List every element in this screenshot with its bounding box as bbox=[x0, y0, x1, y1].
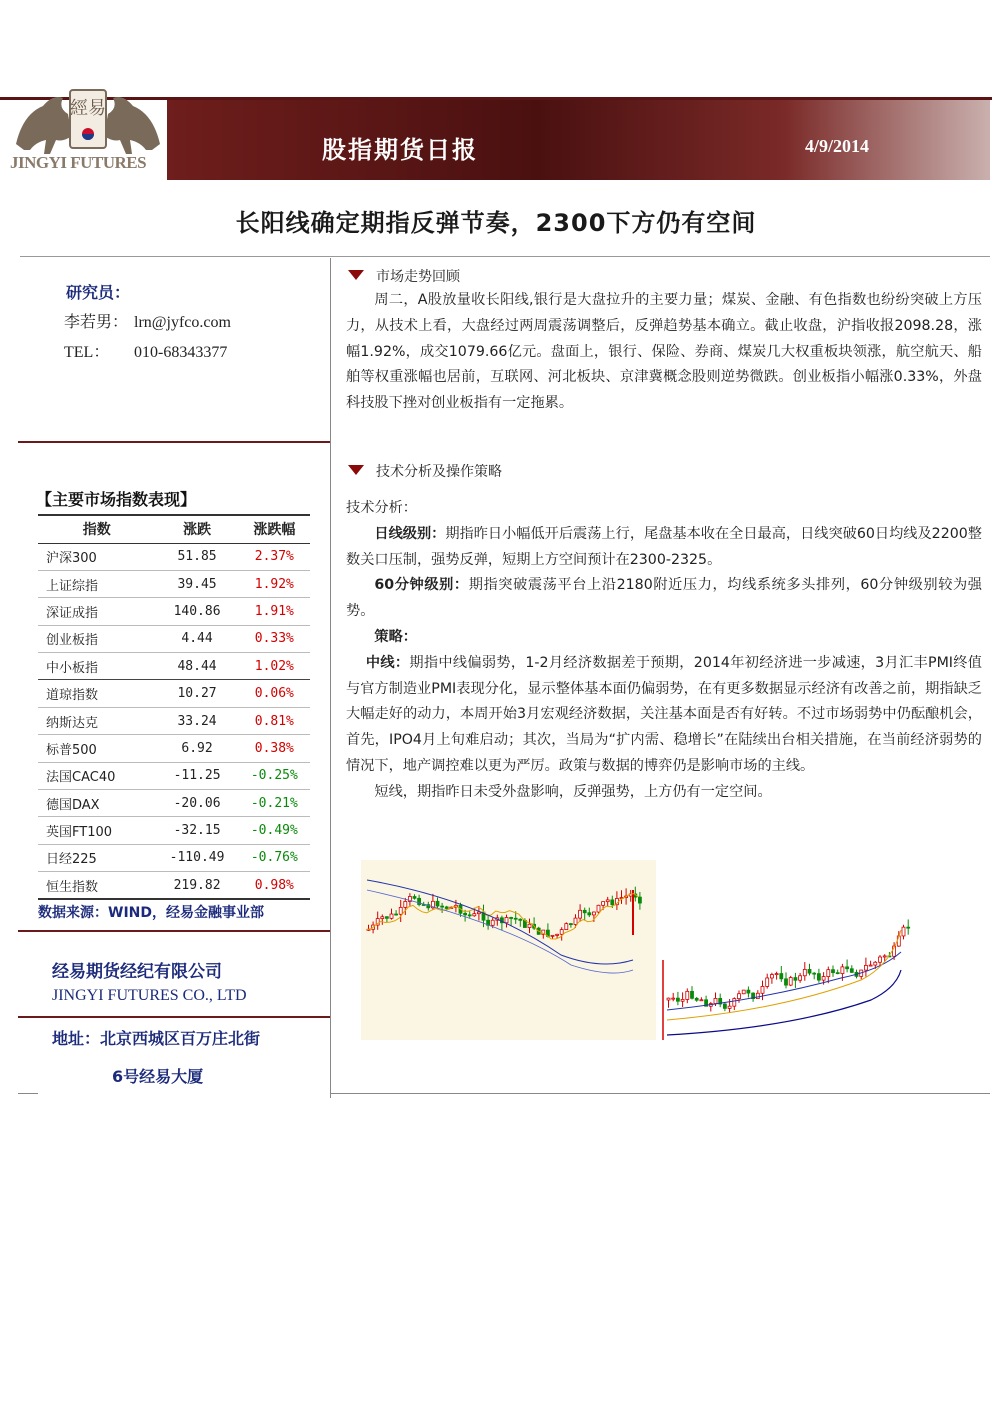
table-row bbox=[38, 735, 310, 762]
technical-intro: 技术分析： bbox=[346, 500, 417, 516]
index-name: 上证综指 bbox=[38, 570, 155, 597]
index-pct: -0.25% bbox=[239, 762, 310, 789]
index-change: -110.49 bbox=[155, 844, 238, 871]
arrow-bullet-icon bbox=[348, 270, 364, 280]
researcher-name: 李若男： bbox=[64, 314, 129, 331]
tel-label: TEL： bbox=[64, 344, 110, 361]
footer-rule-right bbox=[330, 1093, 990, 1094]
table-row bbox=[38, 680, 310, 707]
index-change: -20.06 bbox=[155, 790, 238, 817]
index-name: 日经225 bbox=[38, 844, 155, 871]
index-pct: 2.37% bbox=[239, 543, 310, 570]
daily-analysis: 日线级别：期指昨日小幅低开后震荡上行，尾盘基本收在全日最高，日线突破60日均线及2200整数关口压制，强势反弹，短期上方空间预计在2300-2325。 bbox=[346, 525, 982, 568]
short-term-strategy: 短线，期指昨日未受外盘影响，反弹强势，上方仍有一定空间。 bbox=[374, 783, 772, 800]
report-name: 股指期货日报 bbox=[322, 136, 478, 164]
index-name: 道琼指数 bbox=[38, 680, 155, 707]
data-source: 数据来源：WIND，经易金融事业部 bbox=[38, 905, 264, 921]
headline-rule bbox=[20, 256, 990, 257]
researcher-email-row bbox=[64, 309, 231, 332]
table-row bbox=[38, 790, 310, 817]
technical-analysis-body bbox=[346, 496, 982, 806]
table-row bbox=[38, 872, 310, 899]
column-divider bbox=[330, 258, 331, 1098]
index-change: 10.27 bbox=[155, 680, 238, 707]
source-rule bbox=[18, 930, 330, 932]
index-pct: 0.98% bbox=[239, 872, 310, 899]
index-change: 48.44 bbox=[155, 653, 238, 680]
arrow-bullet-icon bbox=[348, 465, 364, 475]
index-name: 德国DAX bbox=[38, 790, 155, 817]
index-name: 沪深300 bbox=[38, 543, 155, 570]
logo-text: JINGYI FUTURES bbox=[10, 153, 147, 172]
index-change: 51.85 bbox=[155, 543, 238, 570]
company-address-1: 地址：北京西城区百万庄北街 bbox=[52, 1029, 261, 1048]
section-technical-heading: 技术分析及操作策略 bbox=[348, 461, 502, 481]
index-name: 标普500 bbox=[38, 735, 155, 762]
table-row bbox=[38, 598, 310, 625]
index-change: 33.24 bbox=[155, 707, 238, 734]
index-change: 6.92 bbox=[155, 735, 238, 762]
index-pct: 0.38% bbox=[239, 735, 310, 762]
index-name: 恒生指数 bbox=[38, 872, 155, 899]
index-pct: -0.49% bbox=[239, 817, 310, 844]
index-name: 创业板指 bbox=[38, 625, 155, 652]
researcher-tel-row bbox=[64, 339, 227, 362]
researcher-tel: 010-68343377 bbox=[134, 344, 228, 361]
index-change: 39.45 bbox=[155, 570, 238, 597]
table-row bbox=[38, 543, 310, 570]
market-table-title: 【主要市场指数表现】 bbox=[36, 490, 197, 509]
min60-analysis: 60分钟级别：期指突破震荡平台上沿2180附近压力，均线系统多头排列，60分钟级别较为强势。 bbox=[346, 577, 982, 620]
researcher-title: 研究员： bbox=[66, 283, 131, 302]
index-pct: -0.76% bbox=[239, 844, 310, 871]
index-change: -11.25 bbox=[155, 762, 238, 789]
table-row bbox=[38, 570, 310, 597]
col-header-change: 涨跌 bbox=[155, 515, 238, 543]
index-change: 219.82 bbox=[155, 872, 238, 899]
index-change: 4.44 bbox=[155, 625, 238, 652]
candlestick-chart-image bbox=[361, 860, 929, 1040]
index-pct: 0.06% bbox=[239, 680, 310, 707]
col-header-pct: 涨跌幅 bbox=[239, 515, 310, 543]
svg-text:經易: 經易 bbox=[70, 98, 106, 119]
table-row bbox=[38, 653, 310, 680]
table-row bbox=[38, 625, 310, 652]
index-name: 深证成指 bbox=[38, 598, 155, 625]
researcher-email[interactable]: lrn@jyfco.com bbox=[134, 314, 231, 331]
table-row bbox=[38, 817, 310, 844]
section-market-review-heading: 市场走势回顾 bbox=[348, 266, 460, 286]
company-address-2: 6号经易大厦 bbox=[112, 1067, 204, 1086]
company-name-en: JINGYI FUTURES CO., LTD bbox=[52, 987, 247, 1004]
index-pct: 1.92% bbox=[239, 570, 310, 597]
market-index-table bbox=[38, 514, 310, 900]
index-name: 英国FT100 bbox=[38, 817, 155, 844]
index-pct: 0.33% bbox=[239, 625, 310, 652]
index-name: 法国CAC40 bbox=[38, 762, 155, 789]
table-row bbox=[38, 762, 310, 789]
table-row bbox=[38, 707, 310, 734]
mid-term-strategy: 中线：期指中线偏弱势，1-2月经济数据差于预期，2014年初经济进一步减速，3月汇丰PMI终值与官方制造业PMI表现分化，显示整体基本面仍偏弱势，在有更多数据显示经济有改善之前，期指缺乏大幅走好的动力，本周开始3月宏观经济数据，关注基本面是否有好转。不过市场弱势中仍酝酿机会，首先，IPO4月上旬难启动；其次，当局为“扩内需、稳增长”在陆续出台相关措施，在当前经济弱势的情况下，地产调控难以更为严厉。政策与数据的博弈仍是影响市场的主线。 bbox=[346, 654, 982, 774]
index-pct: 0.81% bbox=[239, 707, 310, 734]
col-header-index: 指数 bbox=[38, 515, 155, 543]
contact-rule bbox=[18, 441, 330, 443]
table-row bbox=[38, 844, 310, 871]
index-name: 纳斯达克 bbox=[38, 707, 155, 734]
market-review-body: 周二，A股放量收长阳线,银行是大盘拉升的主要力量；煤炭、金融、有色指数也纷纷突破上方压力，从技术上看，大盘经过两周震荡调整后，反弹趋势基本确立。截止收盘，沪指收报2098.28，涨幅1.92%，成交1079.66亿元。盘面上，银行、保险、券商、煤炭几大权重板块领涨，航空航天、船舶等权重涨幅也居前，互联网、河北板块、京津冀概念股则逆势微跌。创业板指小幅涨0.33%，外盘科技股下挫对创业板指有一定拖累。 bbox=[346, 292, 982, 412]
company-name-cn: 经易期货经纪有限公司 bbox=[52, 962, 222, 982]
index-pct: -0.21% bbox=[239, 790, 310, 817]
footer-rule-left bbox=[18, 1093, 38, 1094]
report-banner bbox=[167, 100, 990, 180]
index-change: -32.15 bbox=[155, 817, 238, 844]
report-headline: 长阳线确定期指反弹节奏，2300下方仍有空间 bbox=[235, 209, 757, 237]
strategy-label: 策略： bbox=[374, 628, 417, 645]
company-rule bbox=[18, 1016, 330, 1018]
index-change: 140.86 bbox=[155, 598, 238, 625]
index-pct: 1.02% bbox=[239, 653, 310, 680]
index-pct: 1.91% bbox=[239, 598, 310, 625]
report-date: 4/9/2014 bbox=[805, 136, 870, 156]
index-name: 中小板指 bbox=[38, 653, 155, 680]
table-header-row bbox=[38, 515, 310, 543]
